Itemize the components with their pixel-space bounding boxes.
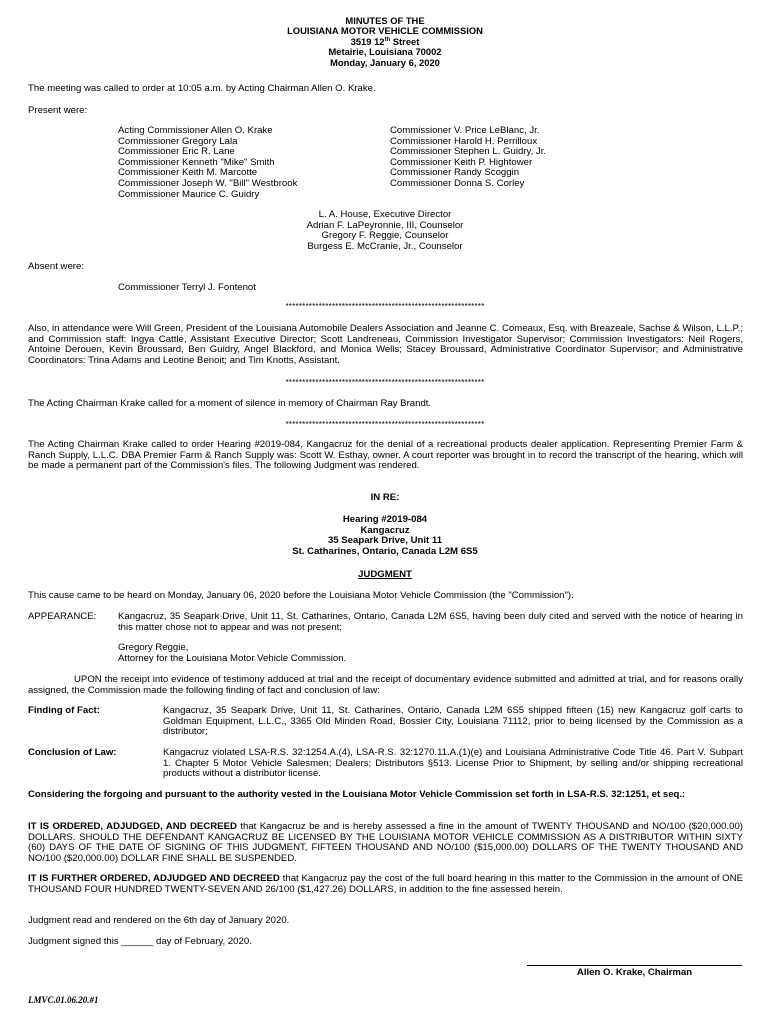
- cause-paragraph: This cause came to be heard on Monday, January 06, 2020 before the Louisiana Motor Vehicle Commission (the "Commission").: [28, 590, 574, 601]
- attorney-name: Gregory Reggie,: [118, 642, 189, 653]
- attendee: Commissioner Joseph W. "Bill" Westbrook: [118, 177, 298, 189]
- case-hearing-number: Hearing #2019-084: [342, 514, 428, 525]
- attendee: Commissioner Donna S. Corley: [390, 177, 525, 189]
- attendee: Commissioner Keith P. Hightower: [390, 156, 533, 168]
- footer-code: LMVC.01.06.20.#1: [28, 995, 99, 1005]
- ordered-paragraph: [28, 822, 743, 864]
- separator: ************************************************************: [285, 302, 485, 311]
- minutes-header: [0, 16, 770, 68]
- in-re-heading: IN RE:: [370, 492, 400, 503]
- case-caption: [0, 515, 770, 557]
- present-list-right: [390, 126, 546, 190]
- further-lead: IT IS FURTHER ORDERED, ADJUDGED AND DECREED: [28, 873, 280, 884]
- header-line-1: MINUTES OF THE: [345, 15, 425, 26]
- silence-paragraph: The Acting Chairman Krake called for a moment of silence in memory of Chairman Ray Brandt.: [28, 398, 432, 409]
- separator: ************************************************************: [285, 378, 485, 387]
- call-to-order: The meeting was called to order at 10:05 a.m. by Acting Chairman Allen O. Krake.: [28, 83, 376, 94]
- ordered-body: that Kangacruz be and is hereby assessed a fine in the amount of TWENTY THOUSAND and NO/100 ($20,000.00) DOLLARS. SHOULD THE DEFENDANT KANGACRUZ BE LICENSED BY THE LOUISIANA MOTOR VEHICLE COMMISSION AS A DISTRIBUTOR WITHIN SIXTY (60) DAYS OF THE DATE OF SIGNING OF THIS JUDGMENT, FIFTEEN THOUSAND AND NO/100 ($15,000.00) DOLLARS OF THE TWENTY THOUSAND AND NO/100 ($20,000.00) DOLLAR FINE SHALL BE SUSPENDED.: [28, 821, 743, 864]
- address-street: Street: [390, 35, 420, 47]
- attorney-title: Attorney for the Louisiana Motor Vehicle Commission.: [118, 652, 347, 664]
- case-respondent: Kangacruz: [360, 524, 410, 536]
- signed-line: Judgment signed this ______ day of February, 2020.: [28, 936, 252, 947]
- attendee: Commissioner V. Price LeBlanc, Jr.: [390, 125, 540, 136]
- case-address-1: 35 Seapark Drive, Unit 11: [327, 535, 443, 547]
- header-date: Monday, January 6, 2020: [330, 56, 440, 68]
- staff-member: Adrian F. LaPeyronnie, III, Counselor: [306, 219, 464, 231]
- judgment-title-text: JUDGMENT: [358, 569, 412, 580]
- absent-member: Commissioner Terryl J. Fontenot: [118, 282, 256, 293]
- hearing-intro-paragraph: The Acting Chairman Krake called to order Hearing #2019-084, Kangacruz for the denial of a recreational products dealer application. Representing Premier Farm & Ranch Supply, L.L.C. DBA Premier Farm & Ranch Supply was: Scott W. Esthay, owner. A court reporter was brought in to record the transcript of the hearing, which will be made a permanent part of the Commission's files. The following Judgment was rendered.: [28, 439, 743, 472]
- address-street-number: 3519 12: [350, 35, 385, 47]
- attendee: Commissioner Harold H. Perrilloux: [390, 135, 538, 147]
- attendance-paragraph: Also, in attendance were Will Green, President of the Louisiana Automobile Dealers Association and Jeanne C. Comeaux, Esq. with Breazeale, Sachse & Wilson, L.L.P.; and Commission staff: Ingya Cattle, Assistant Executive Director; Scott Landreneau, Commission Investigator Supervisor; Commission Investigators: Neil Rogers, Antoine Derouen, Kevin Broussard, Ben Guidry, Angel Blackford, and Monica Wells; Stacey Broussard, Administrative Coordinator Supervisor; and Administrative Coordinators: Trina Adams and Leotine Benoit; and Tim Knotts, Assistant.: [28, 323, 743, 366]
- read-rendered-line: Judgment read and rendered on the 6th day of January 2020.: [28, 915, 290, 926]
- ordered-lead: IT IS ORDERED, ADJUDGED, AND DECREED: [28, 821, 237, 832]
- header-line-2: LOUISIANA MOTOR VEHICLE COMMISSION: [287, 25, 483, 37]
- present-list-left: [118, 126, 297, 200]
- attendee: Commissioner Keith M. Marcotte: [118, 167, 258, 179]
- attendee: Commissioner Randy Scoggin: [390, 167, 520, 179]
- separator: ************************************************************: [285, 420, 485, 429]
- attorney-block: [118, 643, 346, 664]
- considering-paragraph: Considering the forgoing and pursuant to the authority vested in the Louisiana Motor Vehicle Commission set forth in LSA-R.S. 32:1251, et seq.:: [28, 789, 686, 800]
- staff-list: [0, 210, 770, 252]
- judgment-title: [0, 570, 770, 581]
- header-city: Metairie, Louisiana 70002: [328, 46, 442, 58]
- attendee: Commissioner Gregory Lala: [118, 135, 238, 147]
- appearance-label: APPEARANCE:: [28, 611, 97, 622]
- attendee: Acting Commissioner Allen O. Krake: [118, 125, 273, 136]
- attendee: Commissioner Kenneth "Mike" Smith: [118, 156, 275, 168]
- staff-member: Burgess E. McCranie, Jr., Counselor: [307, 240, 463, 252]
- present-label: Present were:: [28, 105, 88, 116]
- upon-paragraph: UPON the receipt into evidence of testimony adduced at trial and the receipt of documentary evidence submitted and admitted at trial, and for reasons orally assigned, the Commission made the following finding of fact and conclusion of law:: [28, 674, 743, 696]
- address-ordinal: th: [384, 36, 391, 43]
- conclusion-label: Conclusion of Law:: [28, 747, 117, 758]
- staff-member: L. A. House, Executive Director: [318, 209, 452, 220]
- appearance-text: Kangacruz, 35 Seapark Drive, Unit 11, St. Catharines, Ontario, Canada L2M 6S5, having been duly cited and served with the notice of hearing in this matter chose not to appear and was not present;: [118, 611, 743, 633]
- case-address-2: St. Catharines, Ontario, Canada L2M 6S5: [292, 545, 478, 557]
- further-body: that Kangacruz pay the cost of the full board hearing in this matter to the Commission in the amount of ONE THOUSAND FOUR HUNDRED TWENTY-SEVEN AND 26/100 ($1,427.26) DOLLARS, in addition to the fine assessed herein.: [28, 873, 743, 895]
- further-ordered-paragraph: [28, 874, 743, 895]
- signature-name: Allen O. Krake, Chairman: [576, 967, 693, 978]
- finding-label: Finding of Fact:: [28, 705, 100, 716]
- conclusion-text: Kangacruz violated LSA-R.S. 32:1254.A.(4), LSA-R.S. 32:1270.11.A.(1)(e) and Louisiana Administrative Code Title 46. Part V. Subpart 1. Chapter 5 Motor Vehicle Salesmen; Dealers; Distributors §513. License Prior to Shipment, by selling and/or shipping recreational products without a distributor license.: [163, 747, 743, 780]
- signature-line: [527, 965, 742, 966]
- finding-text: Kangacruz, 35 Seapark Drive, Unit 11, St. Catharines, Ontario, Canada L2M 6S5 shipped fifteen (15) new Kangacruz golf carts to Goldman Equipment, L.L.C., 3365 Old Minden Road, Bossier City, Louisiana 71112, prior to being licensed by the Commission as a distributor;: [163, 705, 743, 738]
- staff-member: Gregory F. Reggie, Counselor: [321, 230, 449, 242]
- absent-label: Absent were:: [28, 261, 84, 272]
- attendee: Commissioner Eric R. Lane: [118, 146, 235, 158]
- attendee: Commissioner Stephen L. Guidry, Jr.: [390, 146, 547, 158]
- attendee: Commissioner Maurice C. Guidry: [118, 188, 260, 200]
